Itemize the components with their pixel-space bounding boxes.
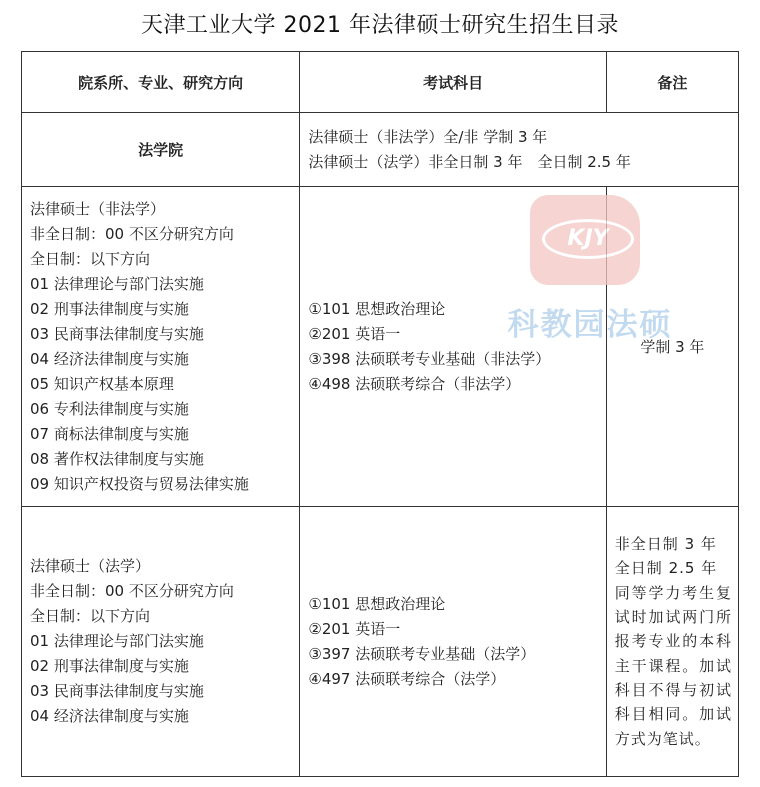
subjects-cell <box>300 187 606 507</box>
watermark-text: 科教园法硕 <box>507 307 673 343</box>
school-name: 法学院 <box>22 113 300 187</box>
program-summary <box>300 113 739 187</box>
note-line: 非全日制 3 年 <box>614 535 717 554</box>
school-row <box>22 113 739 187</box>
note-line: 全日制 2.5 年 <box>614 559 718 578</box>
note-line: 同等学力考生复试时加试两门所报考专业的本科主干课程。加试科目不得与初试科目相同。加试方式为笔试。 <box>614 583 732 748</box>
direction-line: 非全日制：00 不区分研究方向 <box>30 582 234 600</box>
subject-line: ③398 法硕联考专业基础（非法学） <box>308 349 551 368</box>
direction-line: 法律硕士（非法学） <box>30 199 166 218</box>
page-title: 天津工业大学 2021 年法律硕士研究生招生目录 <box>141 13 619 38</box>
direction-line: 04 经济法律制度与实施 <box>30 349 189 368</box>
direction-line: 08 著作权法律制度与实施 <box>30 449 204 468</box>
subject-line: ①101 思想政治理论 <box>308 594 446 613</box>
direction-line: 03 民商事法律制度与实施 <box>30 324 204 343</box>
program-line: 法律硕士（法学）非全日制 3 年 全日制 2.5 年 <box>308 152 631 171</box>
direction-line: 非全日制：00 不区分研究方向 <box>30 224 234 243</box>
subjects-cell <box>300 507 606 777</box>
header-row <box>22 52 739 113</box>
direction-line: 02 刑事法律制度与实施 <box>30 299 189 318</box>
table-row <box>22 187 739 507</box>
watermark-logo-text: KJY <box>542 219 634 259</box>
header-notes: 备注 <box>606 52 738 113</box>
direction-line: 04 经济法律制度与实施 <box>30 707 189 725</box>
subject-line: ③397 法硕联考专业基础（法学） <box>308 644 536 663</box>
program-line: 法律硕士（非法学）全/非 学制 3 年 <box>308 127 548 146</box>
direction-line: 01 法律理论与部门法实施 <box>30 632 204 650</box>
directions-cell <box>22 507 300 777</box>
subject-line: ①101 思想政治理论 <box>308 299 446 318</box>
note-cell <box>606 507 738 777</box>
direction-line: 09 知识产权投资与贸易法律实施 <box>30 474 249 493</box>
direction-line: 全日制：以下方向 <box>30 249 151 268</box>
table-row <box>22 507 739 777</box>
direction-line: 06 专利法律制度与实施 <box>30 399 189 418</box>
direction-line: 法律硕士（法学） <box>30 557 151 575</box>
direction-line: 03 民商事法律制度与实施 <box>30 682 204 700</box>
admissions-table <box>21 51 739 777</box>
subject-line: ④497 法硕联考综合（法学） <box>308 669 506 688</box>
subject-line: ④498 法硕联考综合（非法学） <box>308 374 521 393</box>
directions-cell <box>22 187 300 507</box>
direction-line: 01 法律理论与部门法实施 <box>30 274 204 293</box>
header-directions: 院系所、专业、研究方向 <box>22 52 300 113</box>
subject-line: ②201 英语一 <box>308 324 401 343</box>
direction-line: 全日制：以下方向 <box>30 607 151 625</box>
direction-line: 02 刑事法律制度与实施 <box>30 657 189 675</box>
direction-line: 07 商标法律制度与实施 <box>30 424 189 443</box>
direction-line: 05 知识产权基本原理 <box>30 374 174 393</box>
subject-line: ②201 英语一 <box>308 619 401 638</box>
note-cell: 学制 3 年 <box>606 187 738 507</box>
header-subjects: 考试科目 <box>300 52 606 113</box>
